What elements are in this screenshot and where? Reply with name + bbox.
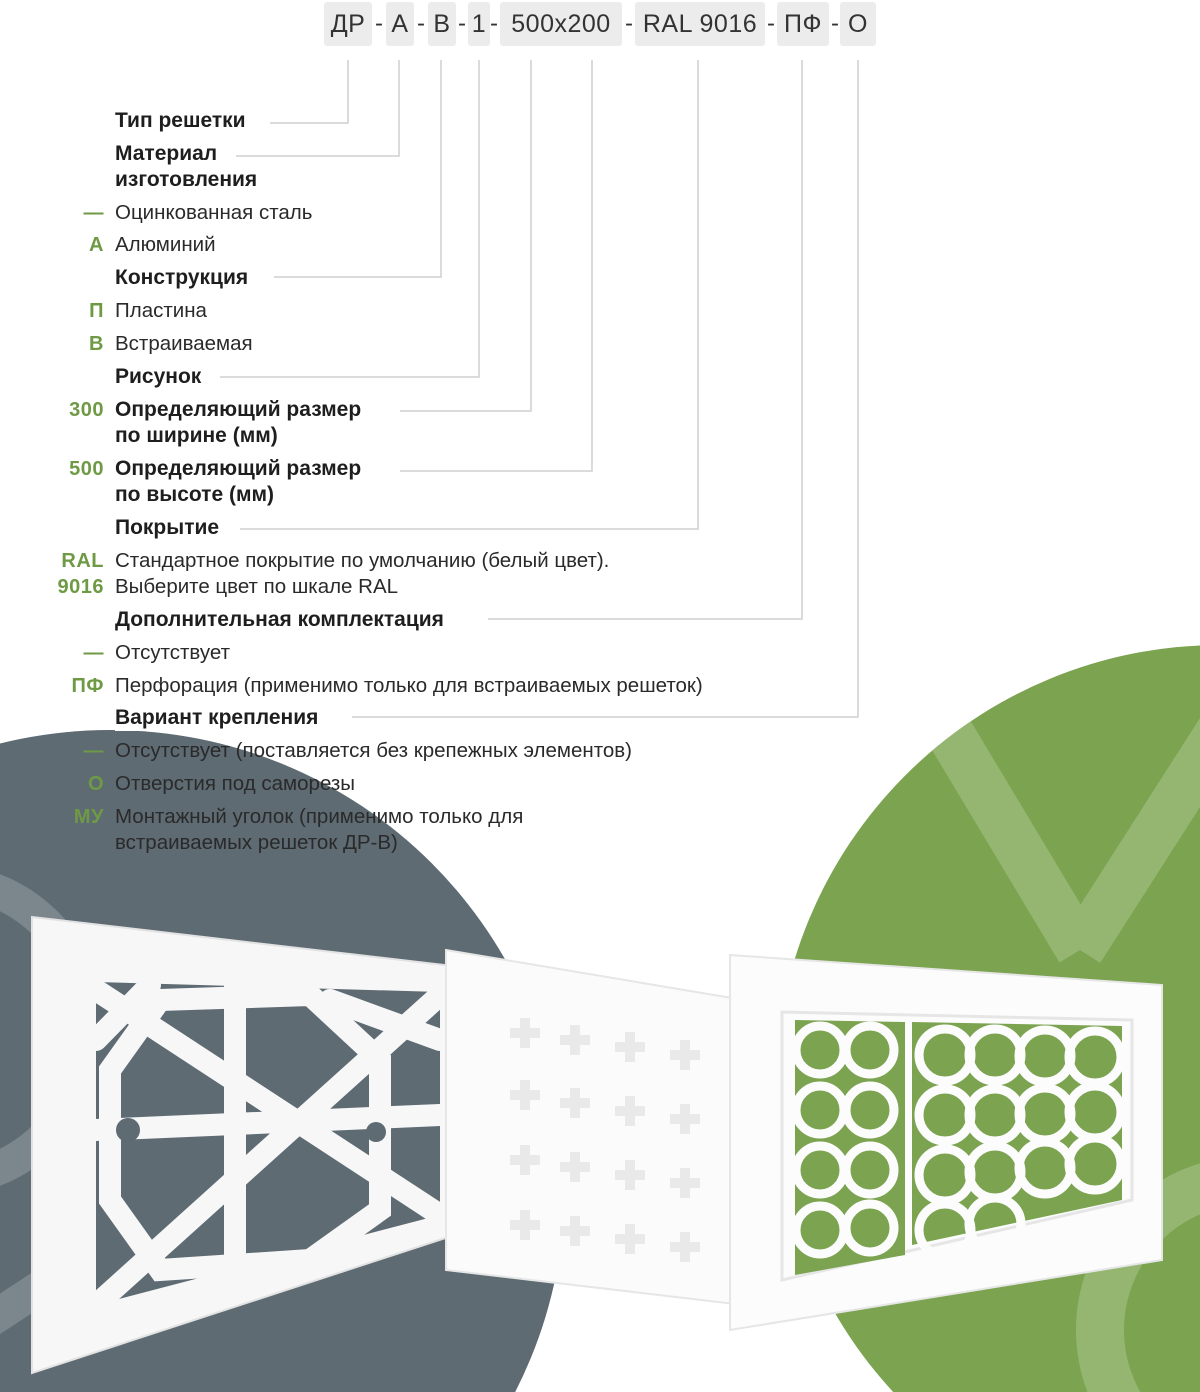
code-chip-type: ДР (324, 2, 372, 46)
option-label: Алюминий (115, 233, 216, 256)
option-label: Отсутствует (115, 641, 230, 664)
material-title-line2: изготовления (115, 167, 264, 193)
extra-title: Дополнительная комплектация (115, 607, 451, 633)
option-label-line1: Монтажный уголок (применимо только для (115, 805, 524, 828)
option-code: — (83, 740, 104, 762)
code-chip-mount: О (840, 2, 876, 46)
option-code: О (87, 773, 104, 795)
coating-code-line2: 9016 (57, 576, 104, 598)
code-chip-pattern: 1 (468, 2, 490, 46)
option-label: Перфорация (применимо только для встраиваемых решеток) (115, 674, 703, 697)
type-title: Тип решетки (115, 108, 253, 134)
coating-option-line1: Стандартное покрытие по умолчанию (белый цвет). (115, 549, 610, 572)
code-chip-material: А (386, 2, 414, 46)
option-label: Отверстия под саморезы (115, 772, 356, 795)
code-chip-size: 500x200 (500, 2, 622, 46)
pattern-title: Рисунок (115, 364, 208, 390)
code-separator: - (625, 10, 633, 37)
height-code: 500 (69, 458, 104, 480)
code-separator: - (490, 10, 498, 37)
product-code (0, 2, 1200, 46)
code-separator: - (417, 10, 425, 37)
option-code: — (83, 642, 104, 664)
width-title-line2: по ширине (мм) (115, 423, 285, 449)
code-chip-coating: RAL 9016 (635, 2, 765, 46)
code-chip-extra: ПФ (777, 2, 829, 46)
height-title-line1: Определяющий размер (115, 456, 368, 482)
code-separator: - (831, 10, 839, 37)
code-separator: - (458, 10, 466, 37)
option-code: МУ (73, 806, 104, 828)
option-code: — (83, 202, 104, 224)
code-separator: - (767, 10, 775, 37)
option-label-line2: встраиваемых решеток ДР-В) (115, 831, 398, 854)
width-code: 300 (69, 399, 104, 421)
grille-cross-pattern (446, 950, 744, 1305)
option-label: Встраиваемая (115, 332, 253, 355)
option-label: Оцинкованная сталь (115, 201, 313, 224)
option-label: Пластина (115, 299, 207, 322)
mount-title: Вариант крепления (115, 705, 325, 731)
width-title-line1: Определяющий размер (115, 397, 368, 423)
option-code: ПФ (71, 675, 104, 697)
option-code: А (89, 234, 104, 256)
construction-title: Конструкция (115, 265, 255, 291)
code-chip-construction: В (428, 2, 456, 46)
option-label: Отсутствует (поставляется без крепежных элементов) (115, 739, 632, 762)
option-code: В (89, 333, 104, 355)
code-separator: - (375, 10, 383, 37)
coating-option-line2: Выберите цвет по шкале RAL (115, 575, 399, 598)
option-code: П (89, 300, 104, 322)
height-title-line2: по высоте (мм) (115, 482, 281, 508)
coating-code-line1: RAL (61, 550, 104, 572)
coating-title: Покрытие (115, 515, 226, 541)
material-title-line1: Материал (115, 141, 224, 167)
